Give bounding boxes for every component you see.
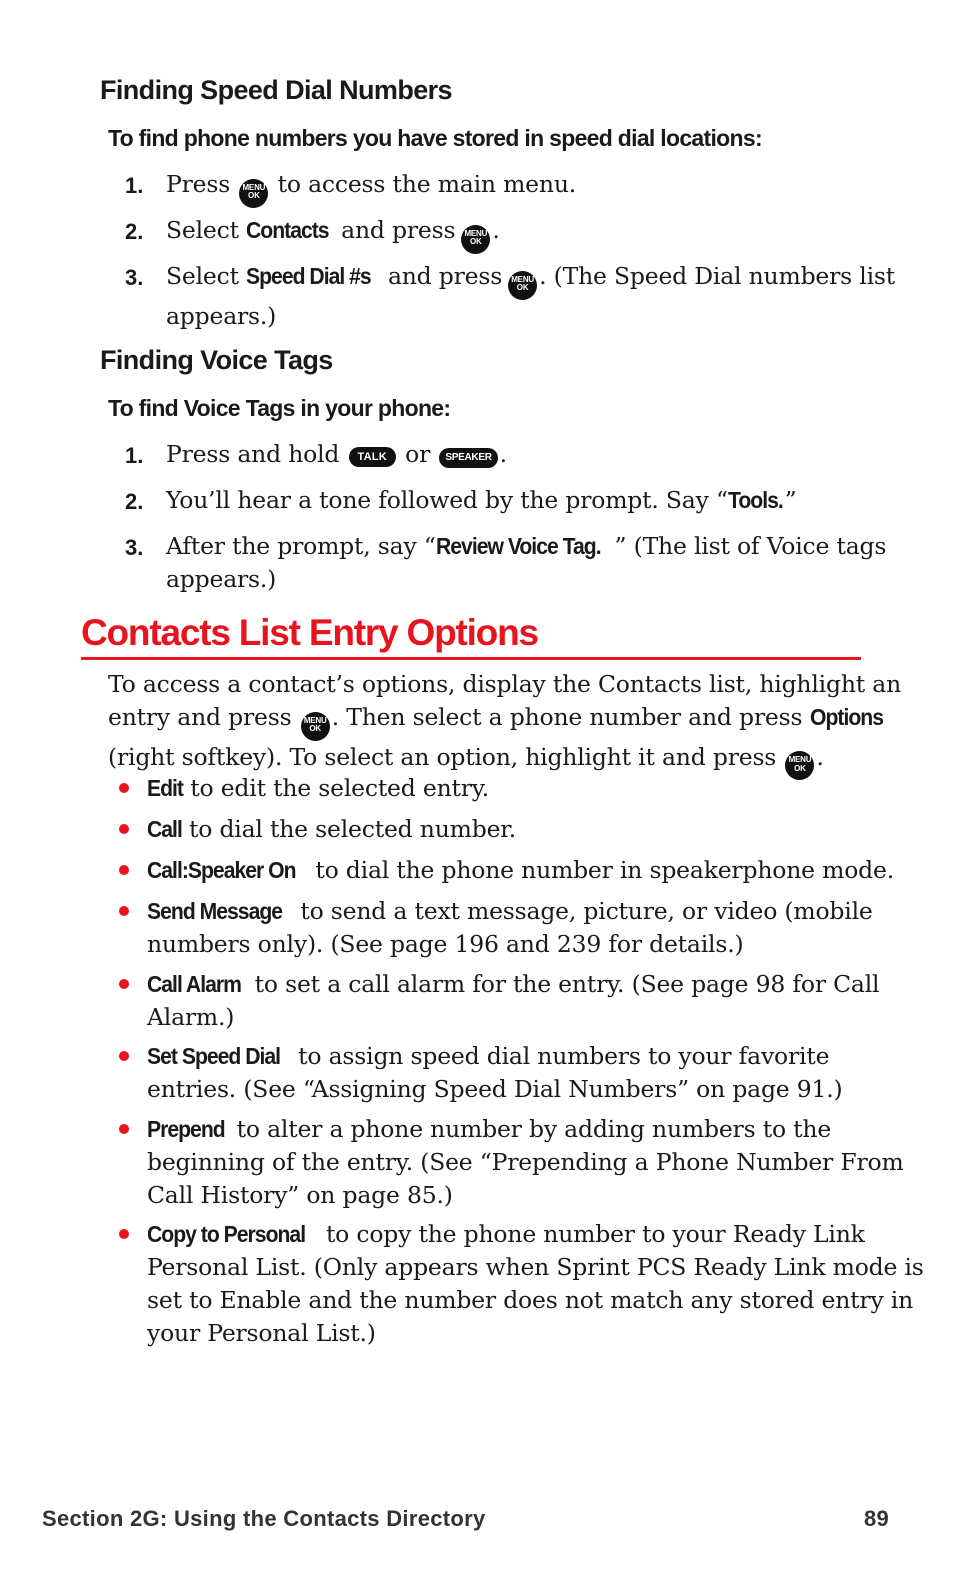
bullet-icon bbox=[119, 906, 129, 916]
section-title: Contacts List Entry Options bbox=[81, 612, 538, 653]
option-item bbox=[147, 772, 489, 805]
option-item bbox=[147, 1218, 924, 1350]
menu-keyword: Speed Dial #s bbox=[246, 263, 371, 289]
step-number: 3. bbox=[125, 535, 144, 560]
title-underline bbox=[81, 657, 861, 660]
menu-ok-key-icon: MENU OK bbox=[461, 225, 490, 254]
paragraph-text: (right softkey). To select an option, highlight it and press bbox=[108, 742, 777, 771]
option-description: numbers only). (See page 196 and 239 for details.) bbox=[147, 930, 744, 958]
option-description: to edit the selected entry. bbox=[190, 774, 490, 802]
option-keyword: Prepend bbox=[147, 1116, 225, 1142]
menu-ok-key-icon: MENU OK bbox=[239, 179, 268, 208]
option-description: beginning of the entry. (See “Prepending a Phone Number From bbox=[147, 1148, 904, 1176]
step-text bbox=[166, 530, 887, 596]
menu-ok-key-icon: MENU OK bbox=[301, 712, 330, 741]
talk-key-icon: TALK bbox=[349, 447, 396, 467]
option-description: to dial the selected number. bbox=[188, 815, 516, 843]
bullet-icon bbox=[119, 1229, 129, 1239]
step-text-part: or bbox=[405, 440, 431, 468]
voice-command-keyword: Review Voice Tag. bbox=[435, 533, 601, 559]
step-number: 1. bbox=[125, 443, 144, 468]
option-description: to set a call alarm for the entry. (See page 98 for Call bbox=[254, 970, 880, 998]
step-text bbox=[166, 168, 576, 208]
option-item bbox=[147, 854, 894, 887]
menu-ok-key-icon: MENU OK bbox=[785, 751, 814, 780]
option-keyword: Send Message bbox=[147, 898, 283, 924]
step-text-part: appears.) bbox=[166, 301, 277, 330]
voice-command-keyword: Tools. bbox=[727, 487, 783, 513]
option-description: to copy the phone number to your Ready Link bbox=[325, 1220, 865, 1248]
paragraph-text: . bbox=[816, 742, 824, 771]
option-keyword: Call:Speaker On bbox=[147, 857, 296, 883]
paragraph-text: . Then select a phone number and press bbox=[331, 703, 803, 731]
option-description: to alter a phone number by adding numbers to the bbox=[236, 1115, 832, 1143]
menu-ok-key-icon: MENU OK bbox=[508, 271, 537, 300]
section-heading-voice-tags: Finding Voice Tags bbox=[100, 345, 333, 375]
step-text-part: ” (The list of Voice tags bbox=[614, 532, 887, 560]
step-text-part: appears.) bbox=[166, 565, 277, 593]
option-description: set to Enable and the number does not match any stored entry in bbox=[147, 1286, 914, 1314]
options-softkey-keyword: Options bbox=[809, 704, 883, 730]
paragraph-text: entry and press bbox=[108, 703, 292, 731]
bullet-icon bbox=[119, 824, 129, 834]
footer-section-label: Section 2G: Using the Contacts Directory bbox=[42, 1506, 486, 1531]
step-text-part: Press and hold bbox=[166, 440, 340, 468]
step-text-part: . bbox=[492, 216, 500, 244]
page-number: 89 bbox=[864, 1506, 890, 1531]
step-text-part: You’ll hear a tone followed by the prompt. Say “ bbox=[166, 486, 728, 514]
section-heading-speed-dial: Finding Speed Dial Numbers bbox=[100, 75, 452, 105]
step-text bbox=[166, 438, 507, 471]
section-intro-speed-dial: To find phone numbers you have stored in speed dial locations: bbox=[108, 125, 762, 151]
step-text-part: . bbox=[499, 440, 507, 468]
option-description: Alarm.) bbox=[147, 1003, 235, 1031]
option-item bbox=[147, 968, 879, 1034]
step-text bbox=[166, 214, 500, 254]
step-number: 3. bbox=[125, 265, 144, 290]
option-description: to send a text message, picture, or video (mobile bbox=[300, 897, 873, 925]
bullet-icon bbox=[119, 865, 129, 875]
option-description: your Personal List.) bbox=[147, 1319, 376, 1347]
option-description: to assign speed dial numbers to your favorite bbox=[298, 1042, 830, 1070]
step-text-part: . (The Speed Dial numbers list bbox=[539, 262, 896, 290]
option-description: entries. (See “Assigning Speed Dial Numbers” on page 91.) bbox=[147, 1075, 843, 1103]
step-text-part: to access the main menu. bbox=[277, 170, 577, 198]
option-item bbox=[147, 813, 516, 846]
bullet-icon bbox=[119, 979, 129, 989]
option-item bbox=[147, 895, 873, 961]
step-number: 2. bbox=[125, 489, 144, 514]
option-keyword: Call bbox=[147, 816, 182, 842]
step-text-part: ” bbox=[784, 486, 797, 514]
option-item bbox=[147, 1040, 843, 1106]
option-keyword: Call Alarm bbox=[147, 971, 241, 997]
option-keyword: Edit bbox=[147, 775, 183, 801]
bullet-icon bbox=[119, 1051, 129, 1061]
option-description: Call History” on page 85.) bbox=[147, 1181, 453, 1209]
step-text-part: Press bbox=[166, 170, 231, 198]
bullet-icon bbox=[119, 783, 129, 793]
menu-keyword: Contacts bbox=[246, 217, 329, 243]
step-text-part: Select bbox=[166, 262, 239, 290]
bullet-icon bbox=[119, 1124, 129, 1134]
step-text bbox=[166, 260, 896, 333]
step-text-part: After the prompt, say “ bbox=[166, 532, 436, 560]
option-description: Personal List. (Only appears when Sprint PCS Ready Link mode is bbox=[147, 1253, 924, 1281]
speaker-key-icon: SPEAKER bbox=[439, 448, 497, 468]
option-keyword: Set Speed Dial bbox=[147, 1043, 281, 1069]
paragraph-line: To access a contact’s options, display the Contacts list, highlight an bbox=[108, 670, 902, 698]
step-text-part: and press bbox=[341, 216, 456, 244]
step-text-part: Select bbox=[166, 216, 239, 244]
step-number: 1. bbox=[125, 173, 144, 198]
option-keyword: Copy to Personal bbox=[147, 1221, 306, 1247]
step-text bbox=[166, 484, 796, 517]
section-intro-voice-tags: To find Voice Tags in your phone: bbox=[108, 395, 451, 421]
step-text-part: and press bbox=[387, 262, 503, 290]
step-number: 2. bbox=[125, 219, 144, 244]
option-description: to dial the phone number in speakerphone mode. bbox=[315, 856, 894, 884]
option-item bbox=[147, 1113, 904, 1212]
intro-paragraph bbox=[108, 668, 902, 780]
